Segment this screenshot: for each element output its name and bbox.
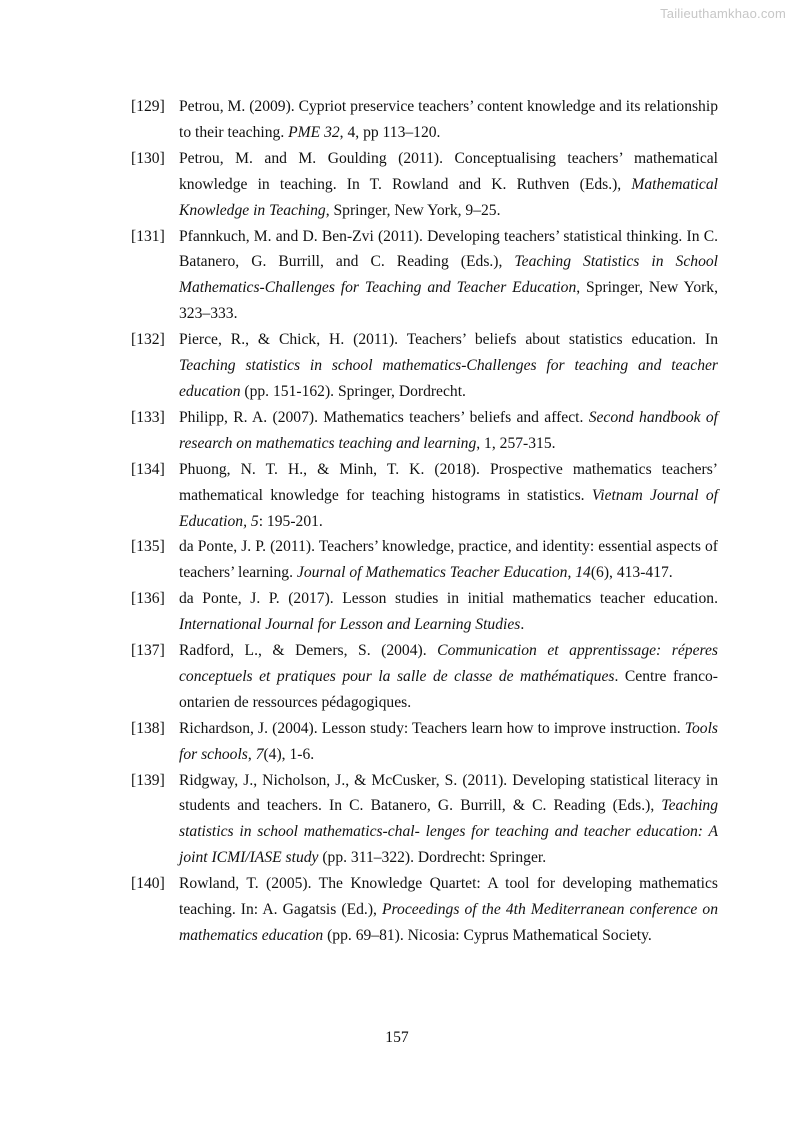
- reference-text: [179, 768, 718, 872]
- reference-number: [133]: [131, 408, 165, 426]
- reference-italic-segment: Communication et apprentissage: réperes conceptuels et pratiques pour la salle de classe de mathématiques: [179, 642, 718, 685]
- reference-text: [179, 638, 718, 716]
- reference-segment: (pp. 311–322). Dordrecht: Springer.: [318, 849, 547, 867]
- reference-entry: [131, 146, 718, 224]
- reference-segment: ,: [247, 745, 256, 763]
- reference-entry: [131, 224, 718, 328]
- reference-segment: (pp. 69–81). Nicosia: Cyprus Mathematical Society.: [323, 927, 652, 944]
- page-number: 157: [385, 1029, 409, 1046]
- watermark: Tailieuthamkhao.com: [660, 6, 786, 21]
- reference-entry: [131, 457, 718, 535]
- reference-entry: [131, 327, 718, 405]
- reference-number: [139]: [131, 771, 165, 789]
- reference-segment: , 4, pp 113–120.: [339, 123, 441, 141]
- reference-number: [134]: [131, 460, 165, 478]
- reference-italic-segment: 7: [255, 745, 264, 763]
- reference-number: [132]: [131, 331, 165, 349]
- reference-number: [140]: [131, 875, 165, 893]
- reference-italic-segment: PME 32: [288, 123, 340, 141]
- reference-entry: [131, 871, 718, 949]
- reference-segment: (4), 1-6.: [263, 745, 315, 763]
- reference-entry: [131, 768, 718, 872]
- reference-segment: , 1, 257-315.: [476, 434, 556, 452]
- reference-italic-segment: Mathematical Knowledge in Teaching: [179, 175, 718, 219]
- reference-segment: Radford, L., & Demers, S. (2004).: [179, 642, 438, 660]
- reference-text: [179, 586, 718, 638]
- reference-segment: , Springer, New York, 9–25.: [325, 201, 501, 219]
- reference-italic-segment: Teaching statistics in school mathematics-chal- lenges for teaching and teacher education: A joint ICMI/IASE study: [179, 797, 718, 867]
- reference-italic-segment: International Journal for Lesson and Learning Studies: [179, 616, 521, 634]
- reference-text: [179, 716, 718, 768]
- reference-segment: Pfannkuch, M. and D. Ben-Zvi (2011). Developing teachers’ statistical thinking. In C. Batanero, G. Burrill, and C. Reading (Eds.),: [179, 227, 718, 271]
- reference-text: [179, 94, 718, 146]
- reference-number: [131]: [131, 227, 165, 245]
- reference-text: [179, 871, 718, 949]
- reference-italic-segment: Proceedings of the 4th Mediterranean conference on mathematics education: [179, 901, 718, 944]
- reference-number: [135]: [131, 538, 165, 556]
- reference-entry: [131, 716, 718, 768]
- reference-number: [136]: [131, 590, 165, 608]
- reference-italic-segment: Teaching Statistics in School Mathematics-Challenges for Teaching and Teacher Education: [179, 253, 718, 297]
- reference-segment: .: [520, 616, 525, 634]
- reference-text: [179, 534, 718, 586]
- reference-segment: , Springer, New York, 323–333.: [179, 279, 718, 323]
- reference-segment: da Ponte, J. P. (2017). Lesson studies in initial mathematics teacher education.: [179, 590, 718, 608]
- reference-segment: da Ponte, J. P. (2011). Teachers’ knowledge, practice, and identity: essential aspects of teachers’ learning.: [179, 538, 718, 582]
- reference-segment: (pp. 151-162). Springer, Dordrecht.: [240, 382, 466, 400]
- reference-segment: Phuong, N. T. H., & Minh, T. K. (2018). Prospective mathematics teachers’ mathematical knowledge for teaching histograms in statistics.: [179, 460, 718, 504]
- reference-italic-segment: Vietnam Journal of Education, 5: [179, 486, 718, 530]
- reference-italic-segment: Journal of Mathematics Teacher Education: [296, 564, 568, 582]
- reference-text: [179, 224, 718, 328]
- reference-segment: : 195-201.: [258, 512, 323, 530]
- reference-entry: [131, 534, 718, 586]
- reference-segment: Pierce, R., & Chick, H. (2011). Teachers’ beliefs about statistics education. In: [179, 331, 718, 349]
- reference-list: [131, 94, 718, 949]
- reference-entry: [131, 94, 718, 146]
- reference-segment: Rowland, T. (2005). The Knowledge Quartet: A tool for developing mathematics teaching. In: A. Gagatsis (Ed.),: [179, 875, 718, 919]
- reference-segment: Petrou, M. and M. Goulding (2011). Conceptualising teachers’ mathematical knowledge in teaching. In T. Rowland and K. Ruthven (Eds.),: [179, 149, 718, 193]
- reference-segment: Richardson, J. (2004). Lesson study: Teachers learn how to improve instruction.: [179, 719, 685, 737]
- reference-text: [179, 405, 718, 457]
- reference-italic-segment: 14: [575, 564, 591, 582]
- reference-segment: (6), 413-417.: [590, 564, 673, 582]
- reference-number: [138]: [131, 719, 165, 737]
- reference-italic-segment: Tools for schools: [179, 719, 718, 763]
- reference-segment: Ridgway, J., Nicholson, J., & McCusker, S. (2011). Developing statistical literacy in students and teachers. In C. Batanero, G. Burrill, & C. Reading (Eds.),: [179, 771, 718, 815]
- reference-entry: [131, 405, 718, 457]
- reference-segment: Petrou, M. (2009). Cypriot preservice teachers’ content knowledge and its relationship to their teaching.: [179, 98, 718, 141]
- reference-entry: [131, 586, 718, 638]
- reference-entry: [131, 638, 718, 716]
- reference-number: [129]: [131, 98, 165, 115]
- reference-segment: . Centre franco-ontarien de ressources pédagogiques.: [179, 667, 718, 711]
- reference-italic-segment: Second handbook of research on mathematics teaching and learning: [179, 408, 718, 452]
- reference-segment: Philipp, R. A. (2007). Mathematics teachers’ beliefs and affect.: [179, 408, 589, 426]
- reference-text: [179, 146, 718, 224]
- reference-number: [137]: [131, 642, 165, 660]
- reference-text: [179, 327, 718, 405]
- reference-segment: ,: [567, 564, 576, 582]
- reference-italic-segment: Teaching statistics in school mathematics-Challenges for teaching and teacher education: [179, 357, 718, 400]
- reference-number: [130]: [131, 149, 165, 167]
- reference-text: [179, 457, 718, 535]
